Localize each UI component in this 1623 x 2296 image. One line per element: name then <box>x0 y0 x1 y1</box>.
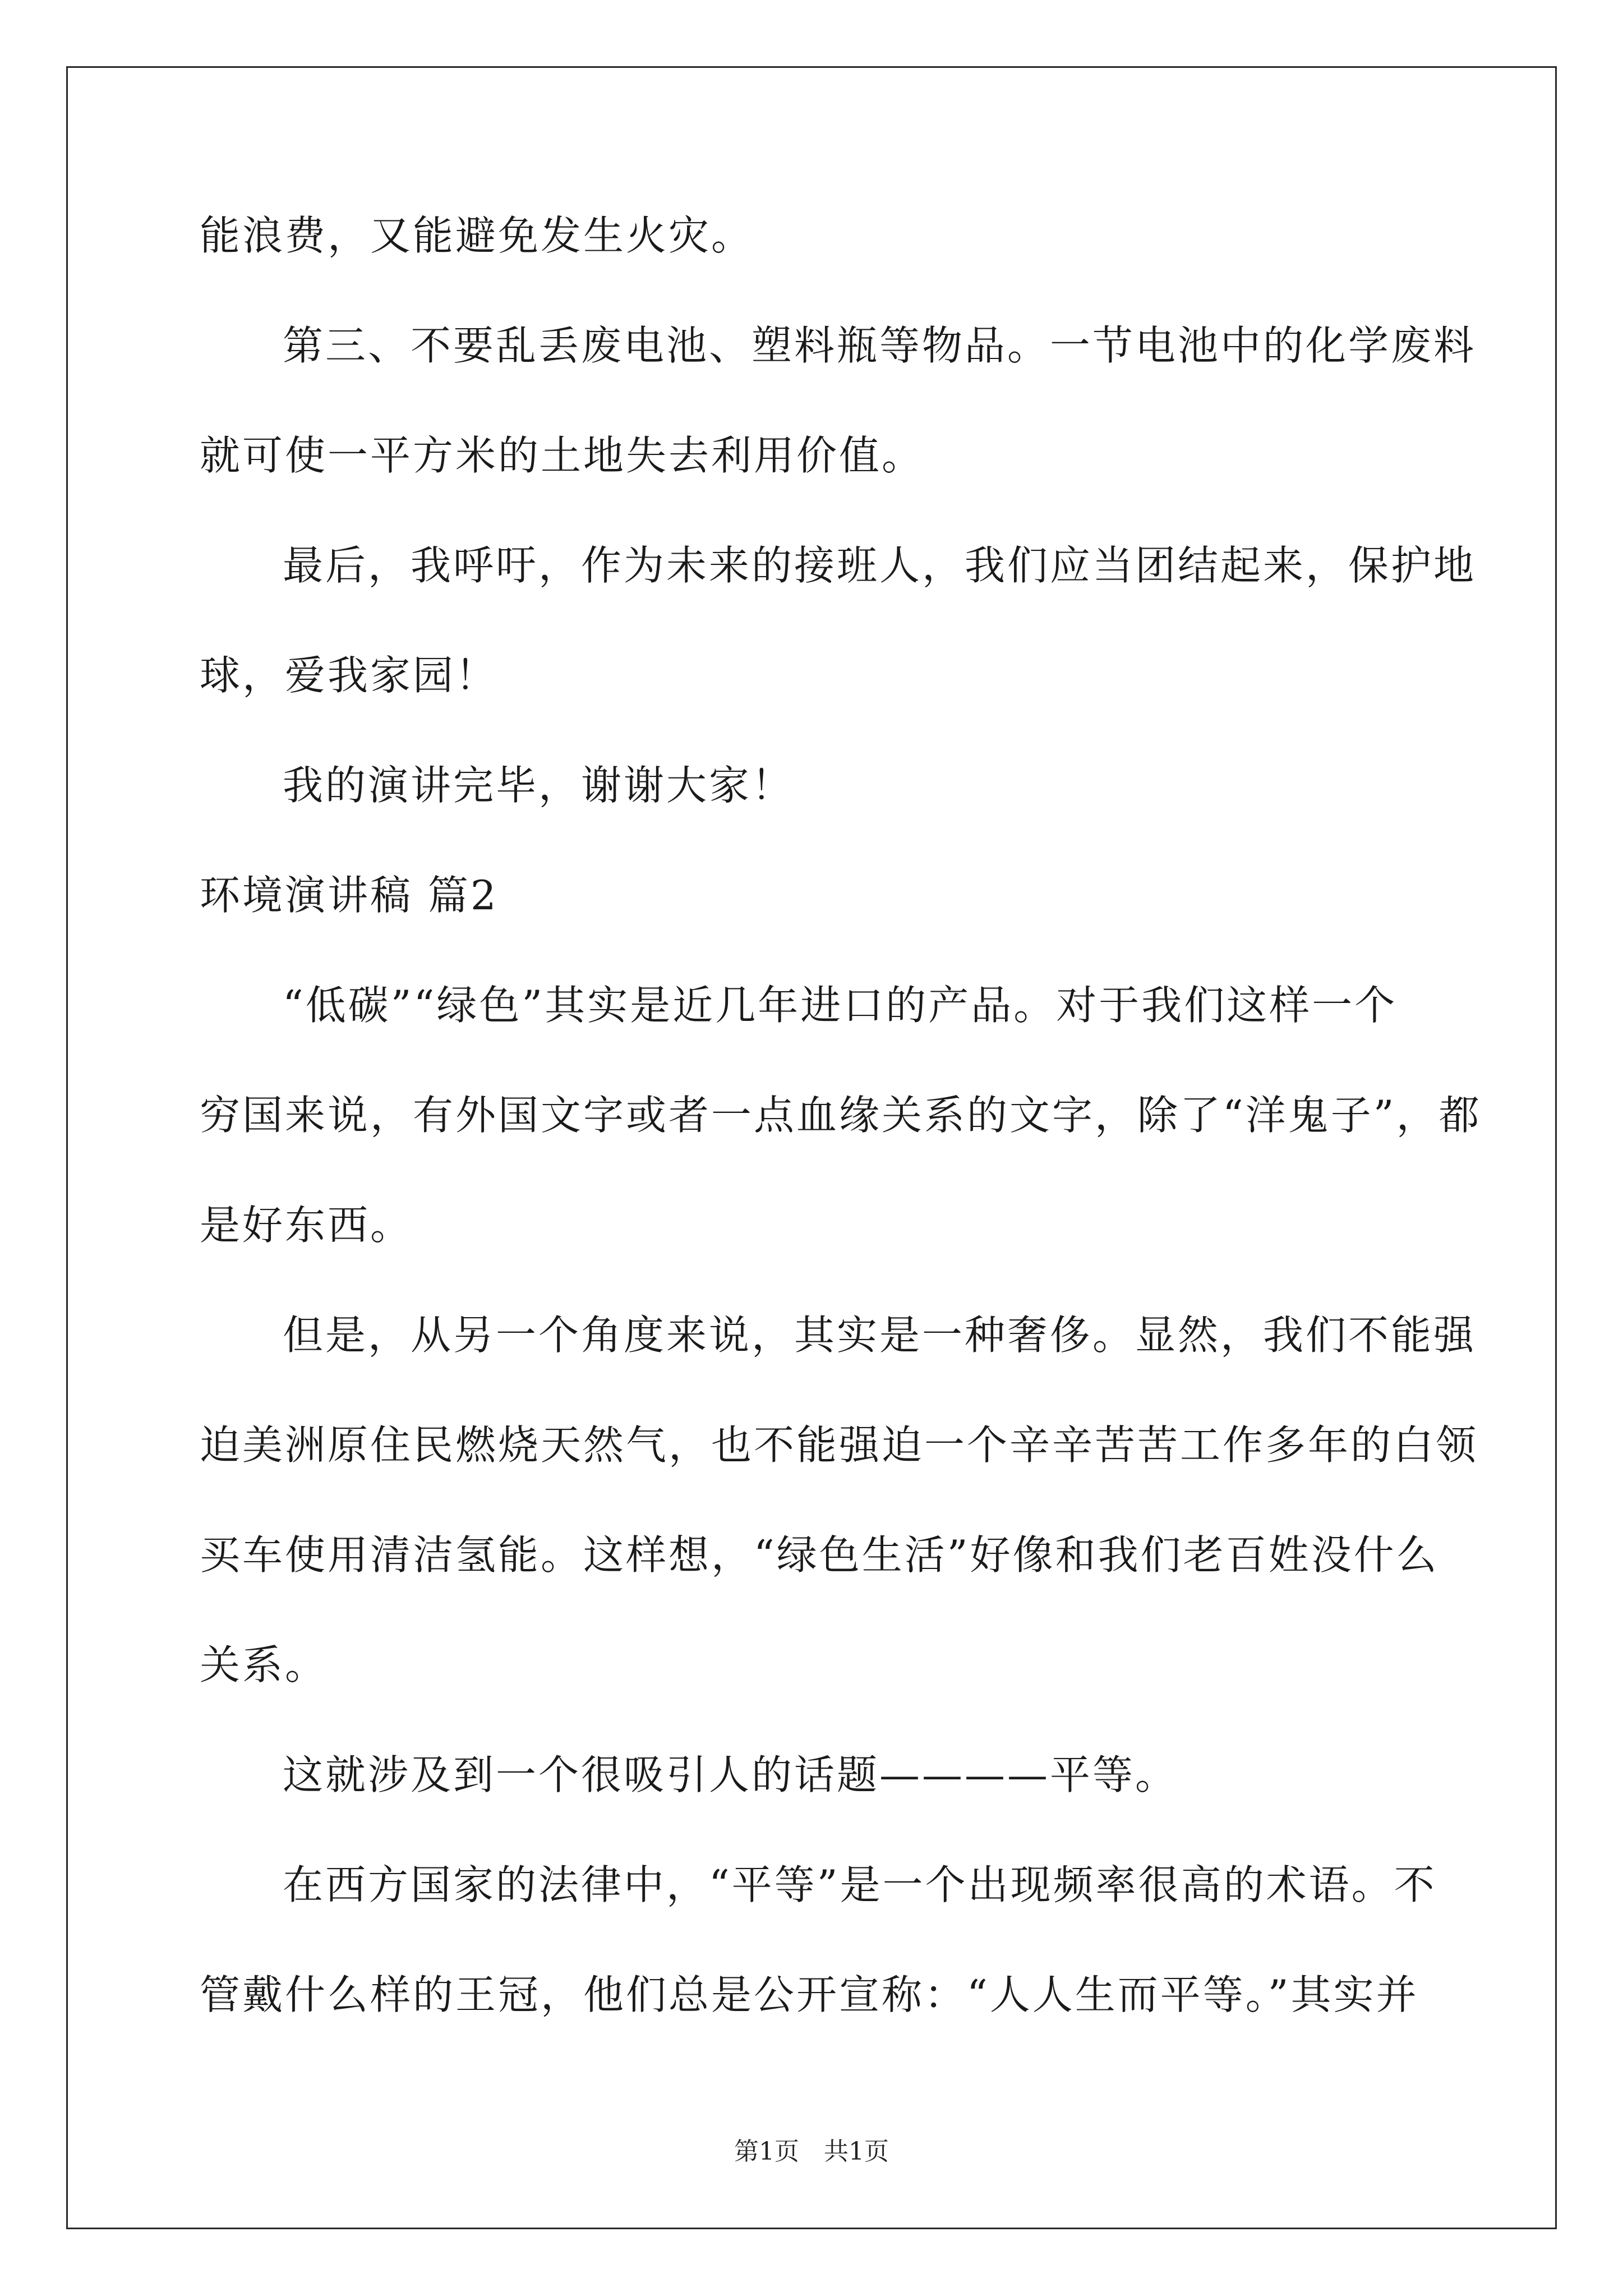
line-text: 最后，我呼吁，作为未来的接班人，我们应当团结起来，保护地 <box>283 542 1477 589</box>
text-line-13 <box>200 1527 1439 1637</box>
text-line-9 <box>200 1087 1482 1197</box>
line-text: 第三、不要乱丢废电池、塑料瓶等物品。一节电池中的化学废料 <box>283 322 1477 369</box>
page-total: 共1页 <box>824 2137 889 2166</box>
page-number: 第1页 <box>734 2137 799 2166</box>
section-heading <box>200 867 1433 977</box>
line-text: 关系。 <box>200 1641 328 1688</box>
page-footer <box>0 2135 1623 2169</box>
text-line-8 <box>200 977 1433 1087</box>
text-line-11 <box>200 1307 1477 1417</box>
line-text: 球，爱我家园！ <box>200 652 499 699</box>
line-text: 管戴什么样的王冠，他们总是公开宣称：“人人生而平等。”其实并 <box>200 1971 1419 2018</box>
document-body <box>200 208 1482 2077</box>
text-line-15 <box>200 1747 1433 1857</box>
text-line-3 <box>200 427 1433 537</box>
text-line-4 <box>200 537 1477 647</box>
line-text: 就可使一平方米的土地失去利用价值。 <box>200 432 925 479</box>
text-line-17 <box>200 1967 1433 2077</box>
text-line-1 <box>200 208 1433 318</box>
heading-text: 环境演讲稿 篇2 <box>200 872 499 919</box>
text-line-14 <box>200 1637 1433 1747</box>
text-line-5 <box>200 647 1433 757</box>
text-line-16 <box>200 1857 1437 1967</box>
line-text: 买车使用清洁氢能。这样想，“绿色生活”好像和我们老百姓没什么 <box>200 1531 1439 1579</box>
line-text: 我的演讲完毕，谢谢大家！ <box>283 762 795 809</box>
line-text: 但是，从另一个角度来说，其实是一种奢侈。显然，我们不能强 <box>283 1312 1477 1359</box>
line-text: 是好东西。 <box>200 1202 413 1249</box>
line-text: 迫美洲原住民燃烧天然气，也不能强迫一个辛辛苦苦工作多年的白领 <box>200 1421 1479 1469</box>
line-text: 在西方国家的法律中，“平等”是一个出现频率很高的术语。不 <box>283 1861 1437 1908</box>
text-line-6 <box>200 757 1433 867</box>
text-line-12 <box>200 1417 1479 1527</box>
text-line-10 <box>200 1197 1433 1307</box>
line-text: 这就涉及到一个很吸引人的话题————平等。 <box>283 1751 1178 1798</box>
line-text: “低碳”“绿色”其实是近几年进口的产品。对于我们这样一个 <box>283 982 1398 1029</box>
line-text: 穷国来说，有外国文字或者一点血缘关系的文字，除了“洋鬼子”，都 <box>200 1092 1482 1139</box>
line-text: 能浪费，又能避免发生火灾。 <box>200 212 754 259</box>
text-line-2 <box>200 318 1477 427</box>
